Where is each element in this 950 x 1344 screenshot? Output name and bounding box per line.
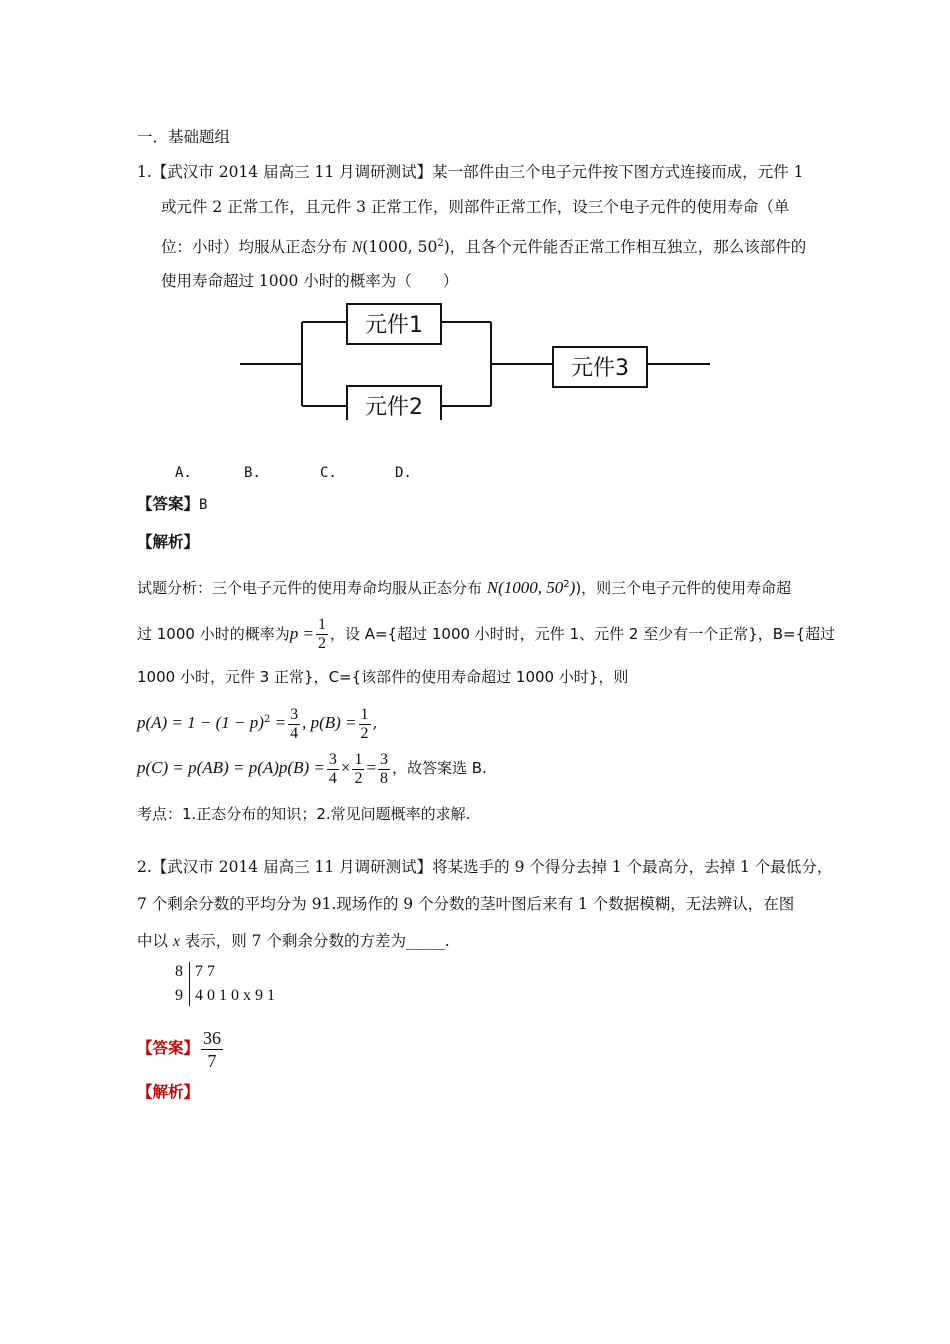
q1-line-2: 或元件 2 正常工作，且元件 3 正常工作，则部件正常工作，设三个电子元件的使用寿命（单	[161, 198, 790, 216]
q1-line-1: 1.【武汉市 2014 届高三 11 月调研测试】某一部件由三个电子元件按下图方式连接而成，元件 1	[137, 163, 804, 181]
q2-answer-fraction	[201, 1027, 223, 1072]
leaf-values: 7 7	[195, 963, 215, 980]
frac-num: 1	[317, 616, 326, 633]
frac-den: 4	[328, 769, 337, 787]
sol-line-1-math: N(1000, 50	[486, 578, 564, 597]
q1-answer	[137, 493, 207, 516]
sol-line-1-text-b: )，则三个电子元件的使用寿命超	[575, 579, 792, 597]
sol-line-2-p: p =	[289, 624, 314, 643]
q1-equation-1	[137, 698, 377, 745]
eq1-text-c: , p(B) =	[302, 713, 357, 733]
q1-kaodian: 考点：1.正态分布的知识；2.常见问题概率的求解.	[137, 805, 471, 823]
frac-den: 8	[380, 769, 389, 787]
option-b: B.	[244, 465, 261, 481]
option-a: A.	[175, 465, 192, 481]
q2-line-3-text-a: 中以	[137, 932, 173, 950]
q2-line-3	[137, 930, 450, 953]
sol-line-1-sup: 2	[563, 579, 570, 590]
eq1-text-b: =	[270, 713, 287, 733]
frac-num: 3	[290, 705, 299, 723]
stem-leaf-plot	[175, 960, 315, 1012]
eq1-text-d: ,	[372, 714, 378, 733]
eq1-sup: 2	[263, 714, 271, 725]
stem-leaf-divider	[189, 962, 190, 1006]
sol-line-2-text-a: 过 1000 小时的概率为	[137, 625, 290, 643]
q2-line-3-x: x	[172, 933, 180, 950]
q1-solution-line-2	[137, 612, 835, 656]
component-2-label: 元件2	[365, 395, 423, 420]
q1-line-3-text-a: 位：小时）均服从正态分布	[161, 238, 352, 257]
eq1-fraction-2	[359, 706, 371, 743]
q1-line-3-text-b: (1000, 50	[362, 238, 438, 257]
q1-line-4: 使用寿命超过 1000 小时的概率为（ ）	[161, 272, 459, 290]
frac-num: 1	[360, 705, 369, 723]
option-d: D.	[395, 465, 412, 481]
circuit-diagram	[235, 300, 715, 420]
section-heading: 一．基础题组	[137, 128, 231, 146]
eq2-text-a: p(C) = p(AB) = p(A)p(B) =	[137, 758, 325, 777]
q1-equation-2	[137, 746, 487, 790]
q1-line-3-sup: 2	[437, 238, 444, 249]
eq1-text-a: p(A) = 1 − (1 − p)	[137, 713, 264, 733]
frac-den: 2	[317, 635, 326, 652]
frac-num: 3	[380, 750, 389, 768]
sol-line-2-text-b: ，设 A={超过 1000 小时时，元件 1、元件 2 至少有一个正常}，B={超过	[329, 625, 836, 643]
eq2-fraction-1	[327, 751, 339, 788]
q2-line-3-text-b: 表示，则 7 个剩余分数的方差为_____.	[179, 932, 450, 950]
q2-answer	[137, 1024, 225, 1072]
frac-den: 4	[290, 724, 299, 742]
eq2-fraction-3	[378, 751, 390, 788]
q1-answer-label: 【答案】	[137, 494, 200, 513]
q1-line-3	[161, 233, 806, 259]
option-c: C.	[320, 465, 337, 481]
frac-den: 2	[354, 769, 363, 787]
q1-line-3-text-c: )，且各个元件能否正常工作相互独立，那么该部件的	[443, 238, 807, 257]
sol-line-1-text-a: 试题分析：三个电子元件的使用寿命均服从正态分布	[137, 579, 487, 597]
frac-den: 2	[360, 724, 369, 742]
frac-num: 3	[328, 750, 337, 768]
q1-analysis-label: 【解析】	[137, 532, 200, 551]
q1-solution-line-1	[137, 574, 791, 599]
q1-answer-value: B	[199, 497, 208, 513]
eq1-fraction-1	[288, 706, 300, 743]
sol-line-1-paren: )	[569, 578, 576, 597]
frac-num: 1	[354, 750, 363, 768]
eq2-text-b: ，故答案选 B.	[392, 759, 487, 777]
eq2-times: ×	[340, 758, 351, 777]
q2-line-2: 7 个剩余分数的平均分为 91.现场作的 9 个分数的茎叶图后来有 1 个数据模糊，无法辨认，在图	[137, 895, 795, 913]
q2-analysis-label: 【解析】	[137, 1082, 200, 1101]
q1-solution-line-3: 1000 小时，元件 3 正常}，C={该部件的使用寿命超过 1000 小时}，则	[137, 668, 629, 686]
component-1-label: 元件1	[365, 313, 423, 338]
eq2-fraction-2	[352, 751, 364, 788]
q2-answer-label: 【答案】	[137, 1038, 200, 1057]
eq2-equals: =	[366, 758, 377, 777]
stem-value: 9	[175, 987, 183, 1004]
sol-line-2-fraction	[316, 616, 328, 653]
q2-line-1: 2.【武汉市 2014 届高三 11 月调研测试】将某选手的 9 个得分去掉 1 个最高分，去掉 1 个最低分，	[137, 858, 833, 876]
stem-value: 8	[175, 963, 183, 980]
q1-normal-n: N	[351, 239, 363, 257]
leaf-values: 4 0 1 0 x 9 1	[195, 987, 275, 1004]
frac-num: 36	[203, 1027, 222, 1048]
frac-den: 7	[207, 1050, 217, 1071]
component-3-label: 元件3	[571, 356, 629, 381]
